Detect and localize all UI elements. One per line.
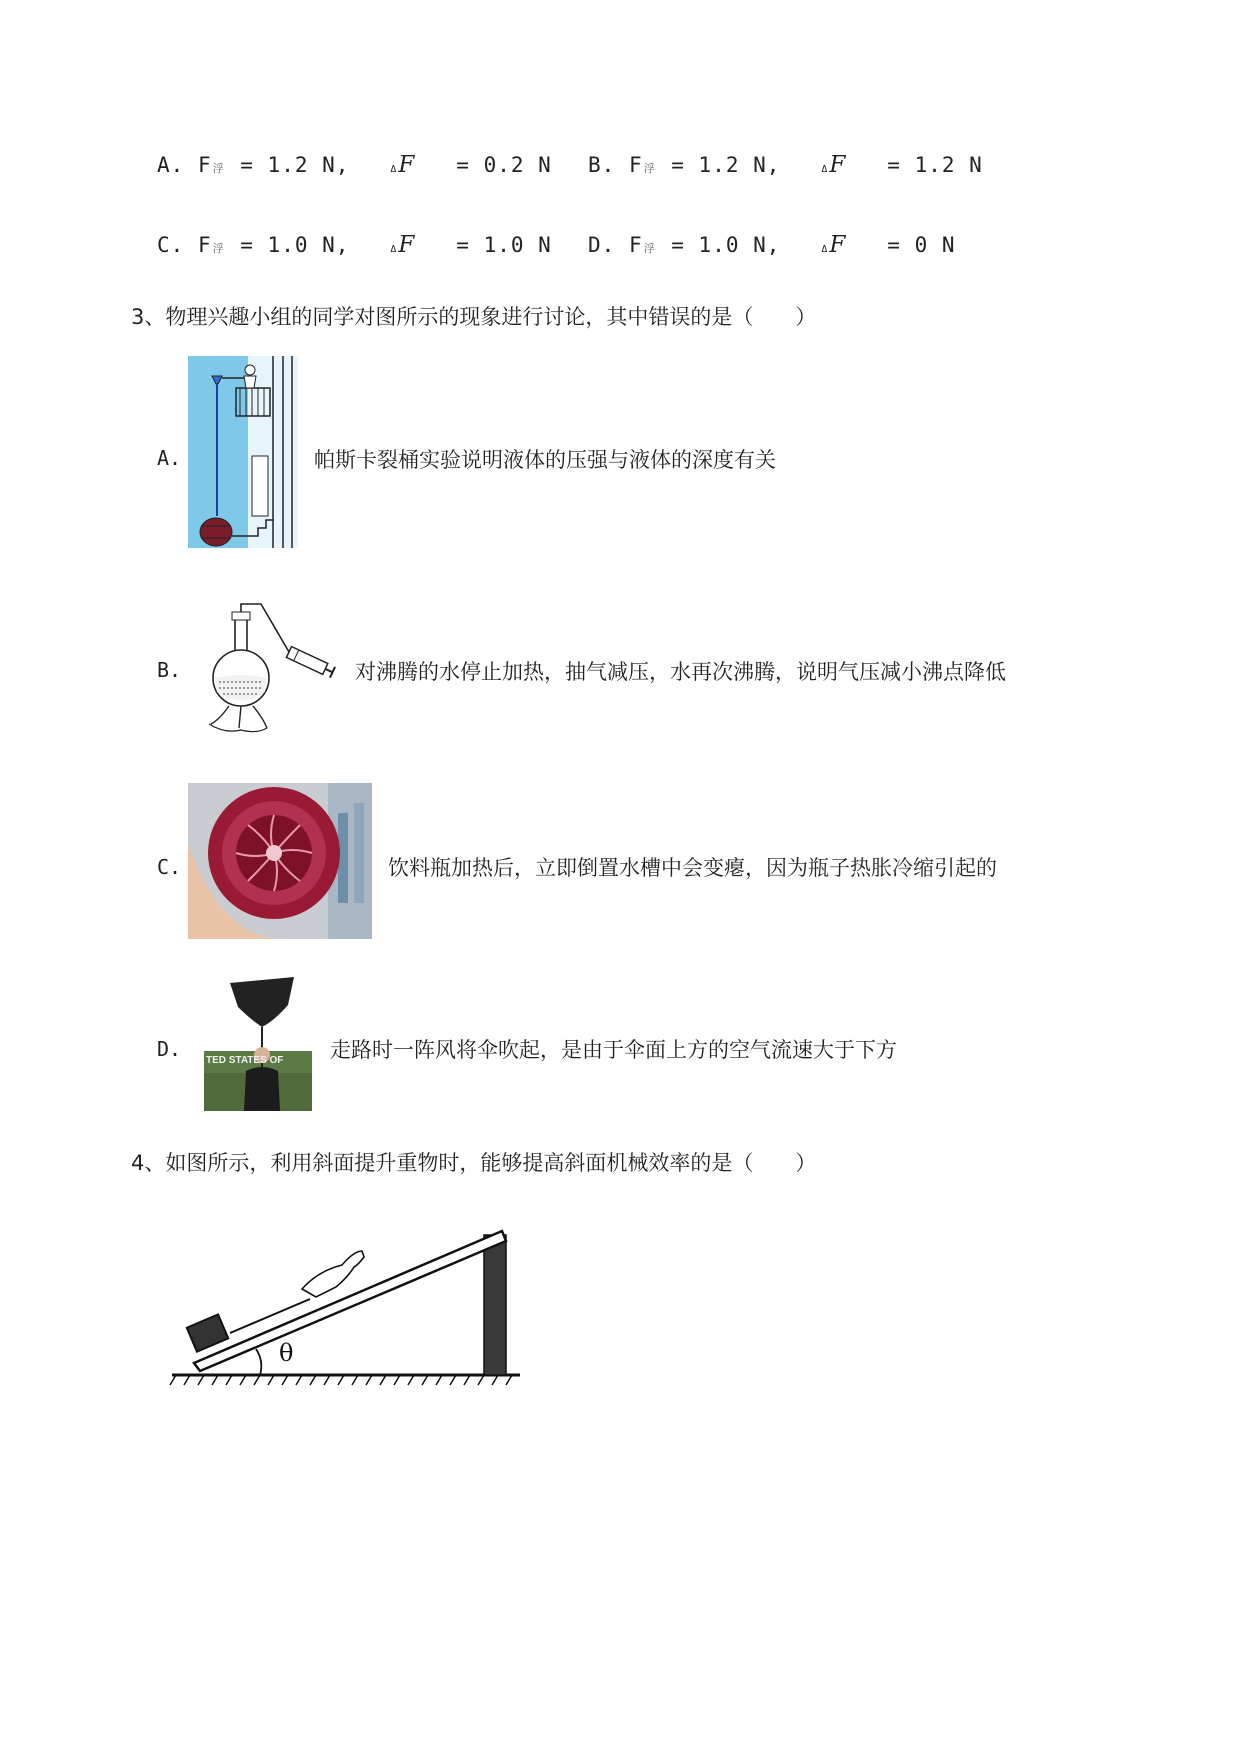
deformed-bottle-photo [188,783,372,939]
question-3-stem: 3、物理兴趣小组的同学对图所示的现象进行讨论，其中错误的是（ ） [131,305,817,329]
umbrella-photo [204,975,312,1111]
option-a-q2: A. F 浮 = 1.2 N, Δ F = 0.2 N [157,152,552,178]
option-a-q3-text: 帕斯卡裂桶实验说明液体的压强与液体的深度有关 [314,448,776,472]
flask-syringe-illustration [205,602,337,736]
option-d-q2: D. F 浮 = 1.0 N, Δ F = 0 N [588,232,956,258]
option-a-q3-letter: A. [157,446,182,470]
incline-diagram [168,1215,528,1395]
pascal-barrel-illustration [188,356,298,548]
option-b-q3-text: 对沸腾的水停止加热，抽气减压，水再次沸腾，说明气压减小沸点降低 [355,660,1006,684]
option-c-q3-letter: C. [157,855,182,879]
option-b-q3-letter: B. [157,658,182,682]
umbrella-photo-sign: TED STATES OF [206,1055,284,1066]
option-d-q3-text: 走路时一阵风将伞吹起，是由于伞面上方的空气流速大于下方 [330,1038,897,1062]
option-c-q3-text: 饮料瓶加热后，立即倒置水槽中会变瘪，因为瓶子热胀冷缩引起的 [388,856,997,880]
question-4-stem: 4、如图所示，利用斜面提升重物时，能够提高斜面机械效率的是（ ） [131,1151,817,1175]
angle-theta-label: θ [279,1339,294,1367]
option-d-q3-letter: D. [157,1037,182,1061]
option-c-q2: C. F 浮 = 1.0 N, Δ F = 1.0 N [157,232,552,258]
option-b-q2: B. F 浮 = 1.2 N, Δ F = 1.2 N [588,152,983,178]
